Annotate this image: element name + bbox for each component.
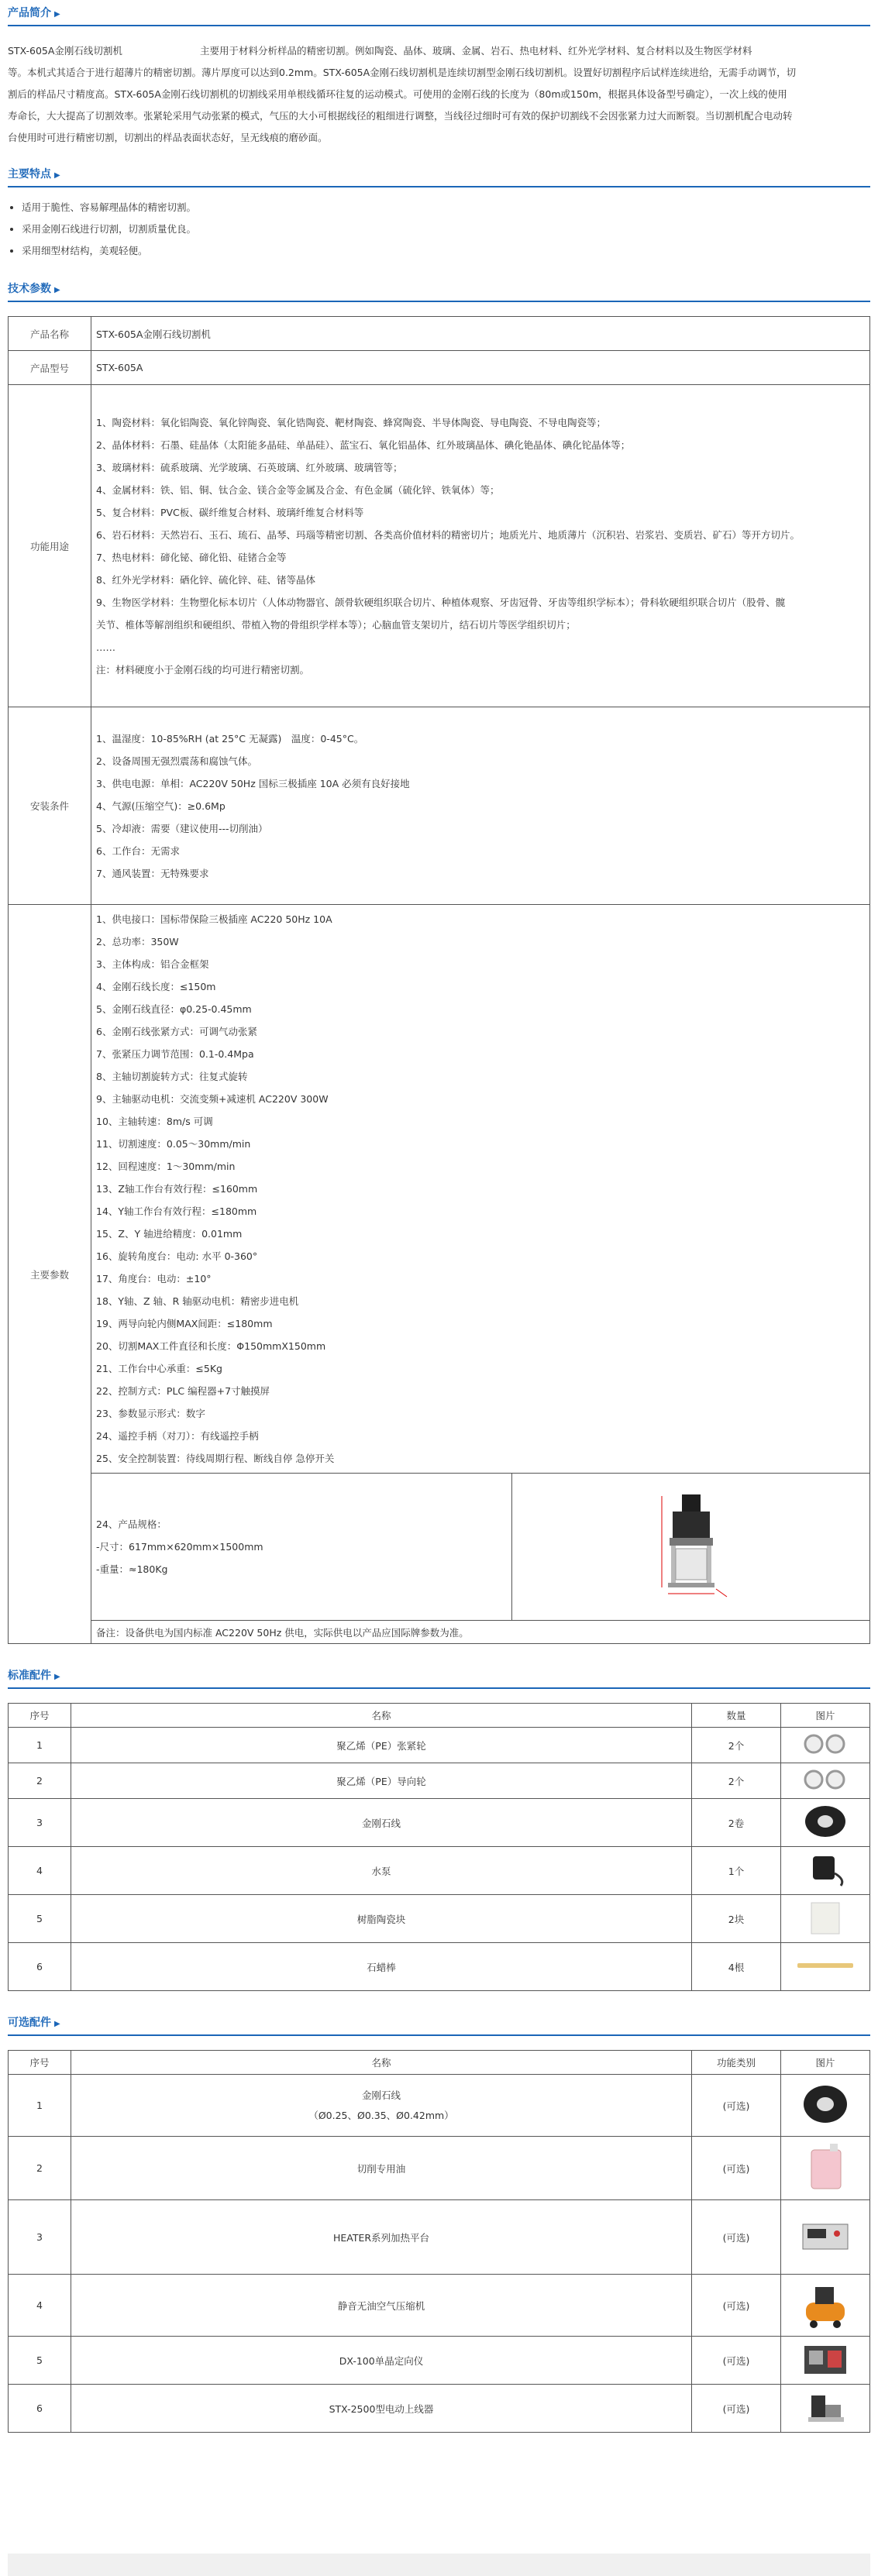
intro-text (8, 26, 870, 161)
install-line: 1、温湿度：10-85%RH (at 25°C 无凝露) 温度：0-45°C。 (96, 732, 364, 745)
param-line: 15、Z、Y 轴进给精度：0.01mm (96, 1228, 243, 1240)
arrow-right-icon: ▶ (54, 171, 60, 180)
orientation-instrument-image (798, 2340, 852, 2378)
param-line: 21、工作台中心承重：≤5Kg (96, 1363, 222, 1374)
standard-table (8, 1703, 870, 1991)
image-cell (781, 1895, 870, 1943)
section-title-standard: 标准配件 ▶ (8, 1663, 870, 1689)
resin-block-image (802, 1898, 849, 1937)
table-row: 5 树脂陶瓷块 2块 (9, 1895, 870, 1943)
param-line: 14、Y轴工作台有效行程：≤180mm (96, 1205, 257, 1217)
use-line: 2、晶体材料：石墨、硅晶体（太阳能多晶硅、单晶硅）、蓝宝石、氧化铝晶体、红外玻璃晶体、碘化铯晶体、碘化铊晶体等； (96, 439, 631, 451)
use-line: 注：材料硬度小于金刚石线的均可进行精密切割。 (96, 663, 310, 676)
image-cell (781, 2337, 870, 2385)
col-header: 图片 (781, 2051, 870, 2075)
table-row: 3 金刚石线 2卷 (9, 1799, 870, 1847)
spec-label: 产品名称 (9, 317, 91, 351)
spec-install (91, 707, 870, 905)
spec-label: 主要参数 (9, 905, 91, 1644)
col-header: 数量 (692, 1704, 781, 1728)
machine-image (652, 1491, 730, 1600)
use-line: 3、玻璃材料：硫系玻璃、光学玻璃、石英玻璃、红外玻璃、玻璃管等； (96, 461, 403, 473)
image-cell (781, 1799, 870, 1847)
section-title-optional: 可选配件 ▶ (8, 2010, 870, 2036)
param-line: 9、主轴驱动电机：交流变频+减速机 AC220V 300W (96, 1093, 329, 1105)
install-line: 6、工作台：无需求 (96, 844, 180, 857)
param-line: 5、金刚石线直径：φ0.25-0.45mm (96, 1003, 252, 1015)
param-line: 25、安全控制装置：待线周期行程、断线自停 急停开关 (96, 1453, 335, 1464)
param-line: 16、旋转角度台：电动: 水平 0-360° (96, 1250, 258, 1262)
section-title-intro: 产品简介 ▶ (8, 0, 870, 26)
intro-line: 主要用于材料分析样品的精密切割。例如陶瓷、晶体、玻璃、金属、岩石、热电材料、红外光学材料、复合材料以及生物医学材料 (199, 45, 752, 57)
col-header: 图片 (781, 1704, 870, 1728)
arrow-right-icon: ▶ (54, 1673, 60, 1681)
install-line: 2、设备周围无强烈震荡和腐蚀气体。 (96, 755, 257, 767)
table-row: 1 金刚石线 （Ø0.25、Ø0.35、Ø0.42mm） (可选) (9, 2075, 870, 2137)
spec-size (91, 1474, 512, 1621)
size-line: -尺寸：617mm×620mm×1500mm (96, 1541, 263, 1553)
col-header: 序号 (9, 2051, 71, 2075)
table-row: 1 聚乙烯（PE）张紧轮 2个 (9, 1728, 870, 1763)
use-line: 1、陶瓷材料：氧化铝陶瓷、氧化锌陶瓷、氧化锆陶瓷、靶材陶瓷、蜂窝陶瓷、半导体陶瓷、导电陶瓷、不导电陶瓷等； (96, 416, 606, 428)
image-cell (781, 1763, 870, 1799)
arrow-right-icon: ▶ (54, 286, 60, 294)
param-line: 8、主轴切割旋转方式：往复式旋转 (96, 1071, 248, 1082)
param-line: 3、主体构成：铝合金框架 (96, 958, 209, 970)
col-header: 名称 (71, 1704, 692, 1728)
param-line: 12、回程速度：1～30mm/min (96, 1161, 236, 1172)
param-line: 23、参数显示形式：数字 (96, 1408, 205, 1419)
spec-table (8, 316, 870, 1644)
install-line: 7、通风装置：无特殊要求 (96, 867, 209, 879)
product-name: STX-605A金刚石线切割机 (8, 45, 122, 57)
spec-uses (91, 385, 870, 707)
guide-wheel-image (798, 1769, 852, 1790)
col-header: 功能类别 (692, 2051, 781, 2075)
intro-line: 台使用时可进行精密切割，切割出的样品表面状态好，呈无线痕的磨砂面。 (8, 132, 328, 143)
param-line: 11、切割速度：0.05～30mm/min (96, 1138, 251, 1150)
tension-wheel-image (798, 1733, 852, 1755)
use-line: 8、红外光学材料：硒化锌、硫化锌、硅、锗等晶体 (96, 573, 315, 586)
table-row: 2 切削专用油 (可选) (9, 2137, 870, 2200)
use-line: …… (96, 641, 115, 653)
use-line: 关节、椎体等解剖组织和硬组织、带植入物的骨组织学样本等）；心脑血管支架切片，结石切片等医学组织切片； (96, 618, 576, 631)
footer-bar (8, 2554, 870, 2576)
table-row: 6 STX-2500型电动上线器 (可选) (9, 2385, 870, 2433)
use-line: 5、复合材料：PVC板、碳纤维复合材料、玻璃纤维复合材料等 (96, 506, 364, 518)
param-line: 20、切割MAX工件直径和长度：Φ150mmX150mm (96, 1340, 326, 1352)
section-title-specs: 技术参数 ▶ (8, 276, 870, 302)
feature-item: • 采用金刚石线进行切割，切割质量优良。 (22, 218, 870, 240)
air-compressor-image (798, 2279, 852, 2329)
param-line: 6、金刚石线张紧方式：可调气动张紧 (96, 1026, 257, 1037)
arrow-right-icon: ▶ (54, 10, 60, 19)
image-cell (781, 2385, 870, 2433)
image-cell (781, 2075, 870, 2137)
wire-loader-image (802, 2388, 849, 2426)
table-row: 3 HEATER系列加热平台 (可选) (9, 2200, 870, 2275)
param-line: 19、两导向轮内侧MAX间距：≤180mm (96, 1318, 273, 1329)
water-pump-image (802, 1850, 849, 1889)
machine-image-cell (512, 1474, 870, 1621)
install-line: 3、供电电源：单相：AC220V 50Hz 国标三极插座 10A 必须有良好接地 (96, 777, 410, 789)
param-line: 17、角度台：电动：±10° (96, 1273, 212, 1285)
table-row: 2 聚乙烯（PE）导向轮 2个 (9, 1763, 870, 1799)
param-line: 22、控制方式：PLC 编程器+7寸触摸屏 (96, 1385, 270, 1397)
param-line: 2、总功率：350W (96, 936, 179, 948)
spec-note: 备注：设备供电为国内标准 AC220V 50Hz 供电，实际供电以产品应国际牌参数为准。 (91, 1621, 870, 1644)
cutting-oil-image (802, 2141, 849, 2193)
feature-item: • 采用细型材结构，美观轻便。 (22, 240, 870, 262)
table-row: 4 静音无油空气压缩机 (可选) (9, 2275, 870, 2337)
wax-stick-image (794, 1958, 856, 1973)
install-line: 5、冷却液：需要（建议使用---切削油） (96, 822, 268, 834)
spec-value: STX-605A金刚石线切割机 (91, 317, 870, 351)
spec-label: 产品型号 (9, 351, 91, 385)
table-row: 5 DX-100单晶定向仪 (可选) (9, 2337, 870, 2385)
image-cell (781, 2275, 870, 2337)
use-line: 4、金属材料：铁、铝、铜、钛合金、镁合金等金属及合金、有色金属（硫化锌、铁氧体）等； (96, 483, 500, 496)
optional-table (8, 2050, 870, 2433)
install-line: 4、气源(压缩空气)：≥0.6Mp (96, 800, 226, 812)
image-cell (781, 2200, 870, 2275)
diamond-wire-image (802, 1802, 849, 1841)
param-line: 13、Z轴工作台有效行程：≤160mm (96, 1183, 258, 1195)
use-line: 6、岩石材料：天然岩石、玉石、琉石、晶琴、玛瑙等精密切割、各类高价值材料的精密切片；地质光片、地质薄片（沉积岩、岩浆岩、变质岩、矿石）等开方切片。 (96, 528, 800, 541)
use-line: 7、热电材料：碲化铋、碲化铅、硅锗合金等 (96, 551, 287, 563)
param-line: 1、供电接口：国标带保险三极插座 AC220 50Hz 10A (96, 913, 332, 925)
spec-label: 安装条件 (9, 707, 91, 905)
section-title-features: 主要特点 ▶ (8, 161, 870, 187)
table-row: 6 石蜡棒 4根 (9, 1943, 870, 1991)
arrow-right-icon: ▶ (54, 2020, 60, 2028)
col-header: 名称 (71, 2051, 692, 2075)
intro-line: 等。本机式其适合于进行超薄片的精密切割。薄片厚度可以达到0.2mm。STX-605A金刚石线切割机是连续切割型金刚石线切割机。设置好切割程序后试样连续进给，无需手动调节，切 (8, 67, 797, 78)
diamond-wire-image (798, 2081, 852, 2127)
intro-line: 寿命长，大大提高了切割效率。张紧轮采用气动张紧的模式，气压的大小可根据线径的粗细进行调整，当线径过细时可有效的保护切割线不会因张紧力过大而断裂。当切割机配合电动转 (8, 110, 793, 122)
spec-value: STX-605A (91, 351, 870, 385)
heater-platform-image (798, 2217, 852, 2255)
size-line: 24、产品规格： (96, 1518, 167, 1530)
col-header: 序号 (9, 1704, 71, 1728)
param-line: 18、Y轴、Z 轴、R 轴驱动电机：精密步进电机 (96, 1295, 299, 1307)
image-cell (781, 1728, 870, 1763)
use-line: 9、生物医学材料：生物塑化标本切片（人体动物器官、颌骨软硬组织联合切片、种植体观察、牙齿冠骨、牙齿等组织学标本）；骨科软硬组织联合切片（股骨、髋 (96, 596, 786, 608)
image-cell (781, 1943, 870, 1991)
intro-line: 割后的样品尺寸精度高。STX-605A金刚石线切割机的切割线采用单根线循环往复的运动模式。可使用的金刚石线的长度为（80m或150m，根据具体设备型号确定），一次上线的使用 (8, 88, 787, 100)
param-line: 24、遥控手柄（对刀）：有线遥控手柄 (96, 1430, 259, 1442)
param-line: 10、主轴转速：8m/s 可调 (96, 1116, 213, 1127)
param-line: 4、金刚石线长度：≤150m (96, 981, 216, 992)
param-line: 7、张紧压力调节范围：0.1-0.4Mpa (96, 1048, 254, 1060)
features-list (8, 187, 870, 276)
size-line: -重量：≈180Kg (96, 1563, 168, 1575)
image-cell (781, 2137, 870, 2200)
spec-label: 功能用途 (9, 385, 91, 707)
feature-item: • 适用于脆性、容易解理晶体的精密切割。 (22, 197, 870, 218)
image-cell (781, 1847, 870, 1895)
table-row: 4 水泵 1个 (9, 1847, 870, 1895)
spec-params (91, 905, 870, 1474)
